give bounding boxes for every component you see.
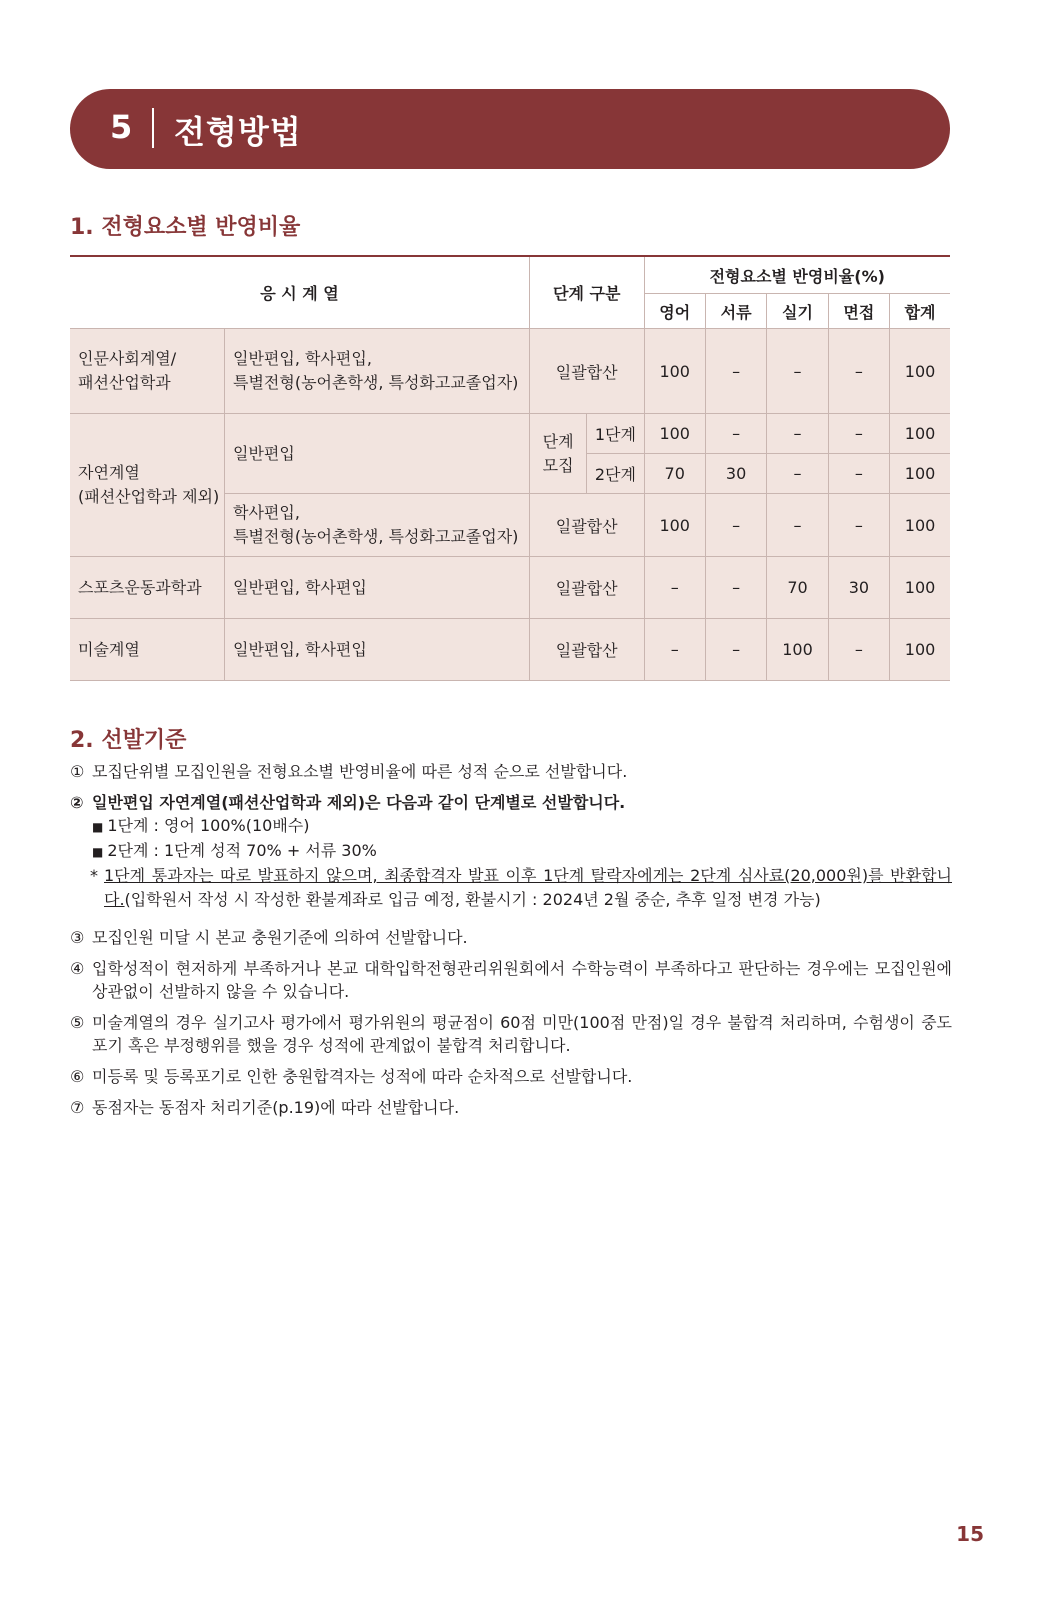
banner-divider xyxy=(152,108,154,148)
chapter-number: 5 xyxy=(110,108,133,146)
page-number: 15 xyxy=(956,1522,984,1546)
value-cell: – xyxy=(767,454,828,494)
stage-cell: 1단계 xyxy=(587,414,644,454)
value-cell: – xyxy=(705,329,766,414)
value-cell: – xyxy=(767,414,828,454)
list-item xyxy=(70,926,952,949)
table-row xyxy=(70,619,950,681)
header-col-interview: 면접 xyxy=(828,294,889,329)
square-bullet-icon: ■ xyxy=(92,845,104,859)
value-cell: – xyxy=(767,494,828,557)
value-cell: – xyxy=(828,454,889,494)
stage-cell: 일괄합산 xyxy=(529,494,644,557)
value-cell: 30 xyxy=(705,454,766,494)
item-text: 모집인원 미달 시 본교 충원기준에 의하여 선발합니다. xyxy=(92,928,468,947)
field-cell: 스포츠운동과학과 xyxy=(70,557,225,619)
stage-group-cell: 단계 모집 xyxy=(529,414,586,494)
value-cell: 70 xyxy=(644,454,705,494)
type-cell: 일반편입, 학사편입, 특별전형(농어촌학생, 특성화고교졸업자) xyxy=(225,329,530,414)
chapter-title: 전형방법 xyxy=(174,113,302,151)
field-cell: 자연계열 (패션산업학과 제외) xyxy=(70,414,225,557)
list-item xyxy=(70,791,952,814)
list-item xyxy=(70,957,952,1003)
list-item xyxy=(70,760,952,783)
value-cell: 30 xyxy=(828,557,889,619)
item-number: ① xyxy=(70,762,85,781)
value-cell: 70 xyxy=(767,557,828,619)
value-cell: 100 xyxy=(890,454,950,494)
refund-note xyxy=(70,864,952,912)
stage-cell: 일괄합산 xyxy=(529,619,644,681)
sub-item xyxy=(70,839,952,864)
item-text: 모집단위별 모집인원을 전형요소별 반영비율에 따른 성적 순으로 선발합니다. xyxy=(92,762,628,781)
value-cell: – xyxy=(644,619,705,681)
value-cell: 100 xyxy=(644,329,705,414)
item-text: 일반편입 자연계열(패션산업학과 제외)은 다음과 같이 단계별로 선발합니다. xyxy=(92,793,626,812)
item-number: ② xyxy=(70,793,84,812)
criteria-list xyxy=(70,760,952,1127)
sub-item xyxy=(70,814,952,839)
header-col-documents: 서류 xyxy=(705,294,766,329)
asterisk-mark: * xyxy=(90,866,98,885)
header-col-english: 영어 xyxy=(644,294,705,329)
list-item xyxy=(70,1065,952,1088)
table-row xyxy=(70,557,950,619)
item-number: ③ xyxy=(70,928,85,947)
type-cell: 일반편입 xyxy=(225,414,530,494)
item-number: ⑦ xyxy=(70,1098,85,1117)
value-cell: 100 xyxy=(890,619,950,681)
value-cell: 100 xyxy=(644,414,705,454)
header-field: 응 시 계 열 xyxy=(70,256,529,329)
value-cell: 100 xyxy=(890,494,950,557)
item-text: 미술계열의 경우 실기고사 평가에서 평가위원의 평균점이 60점 미만(100점 만점)일 경우 불합격 처리하며, 수험생이 중도포기 혹은 부정행위를 했을 경우 성적에 관계없이 불합격 처리합니다. xyxy=(92,1013,952,1055)
value-cell: – xyxy=(644,557,705,619)
value-cell: – xyxy=(828,414,889,454)
header-col-practical: 실기 xyxy=(767,294,828,329)
square-bullet-icon: ■ xyxy=(92,820,104,834)
value-cell: 100 xyxy=(644,494,705,557)
field-cell: 인문사회계열/ 패션산업학과 xyxy=(70,329,225,414)
value-cell: 100 xyxy=(890,414,950,454)
header-ratio: 전형요소별 반영비율(%) xyxy=(644,256,950,294)
value-cell: – xyxy=(828,619,889,681)
sub-item-text: 2단계 : 1단계 성적 70% + 서류 30% xyxy=(107,841,377,860)
item-number: ④ xyxy=(70,959,85,978)
type-cell: 일반편입, 학사편입 xyxy=(225,557,530,619)
section-heading-criteria: 2. 선발기준 xyxy=(70,728,187,753)
item-number: ⑤ xyxy=(70,1013,85,1032)
note-underlined-text: 1단계 통과자는 따로 발표하지 않으며, 최종합격자 발표 이후 1단계 탈락자에게는 2단계 심사료(20,000원)를 반환합니다. xyxy=(104,866,952,909)
item-number: ⑥ xyxy=(70,1067,85,1086)
chapter-banner xyxy=(70,89,950,169)
table-row xyxy=(70,329,950,414)
header-col-total: 합계 xyxy=(890,294,950,329)
sub-item-text: 1단계 : 영어 100%(10배수) xyxy=(107,816,310,835)
item-text: 미등록 및 등록포기로 인한 충원합격자는 성적에 따라 순차적으로 선발합니다. xyxy=(92,1067,633,1086)
list-item xyxy=(70,1011,952,1057)
item-text: 입학성적이 현저하게 부족하거나 본교 대학입학전형관리위원회에서 수학능력이 부족하다고 판단하는 경우에는 모집인원에 상관없이 선발하지 않을 수 있습니다. xyxy=(92,959,952,1001)
value-cell: – xyxy=(705,414,766,454)
stage-cell: 2단계 xyxy=(587,454,644,494)
item-text: 동점자는 동점자 처리기준(p.19)에 따라 선발합니다. xyxy=(92,1098,460,1117)
section-heading-ratio: 1. 전형요소별 반영비율 xyxy=(70,215,301,240)
value-cell: 100 xyxy=(767,619,828,681)
table-row xyxy=(70,414,950,454)
field-cell: 미술계열 xyxy=(70,619,225,681)
value-cell: – xyxy=(828,494,889,557)
type-cell: 일반편입, 학사편입 xyxy=(225,619,530,681)
stage-cell: 일괄합산 xyxy=(529,329,644,414)
note-text: (입학원서 작성 시 작성한 환불계좌로 입금 예정, 환불시기 : 2024년 2월 중순, 추후 일정 변경 가능) xyxy=(124,890,821,909)
stage-cell: 일괄합산 xyxy=(529,557,644,619)
value-cell: – xyxy=(705,619,766,681)
value-cell: 100 xyxy=(890,557,950,619)
type-cell: 학사편입, 특별전형(농어촌학생, 특성화고교졸업자) xyxy=(225,494,530,557)
value-cell: – xyxy=(705,557,766,619)
value-cell: – xyxy=(767,329,828,414)
header-stage: 단계 구분 xyxy=(529,256,644,329)
value-cell: 100 xyxy=(890,329,950,414)
ratio-table xyxy=(70,255,950,681)
list-item xyxy=(70,1096,952,1119)
value-cell: – xyxy=(705,494,766,557)
value-cell: – xyxy=(828,329,889,414)
